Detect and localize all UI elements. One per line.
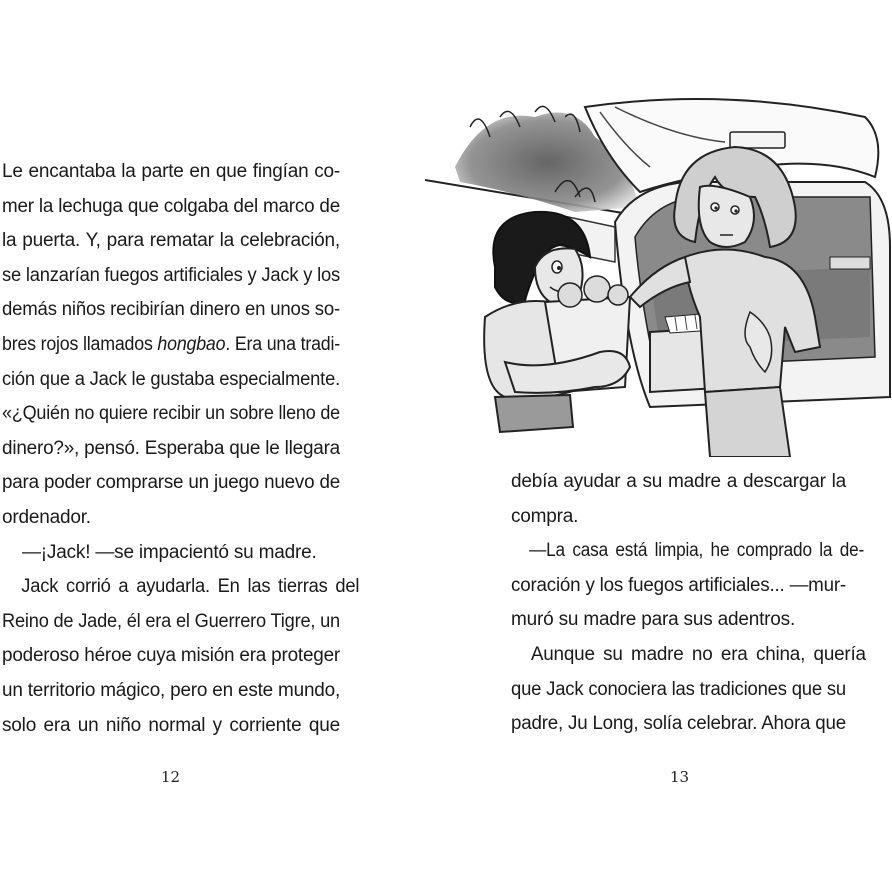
right-page-text: [511, 465, 866, 742]
text-line: que Jack conociera las tradiciones que su: [511, 678, 846, 700]
page-number: 13: [670, 768, 690, 786]
text-line: poderoso héroe cuya misión era proteger: [2, 645, 340, 667]
text-line: [2, 328, 340, 363]
text-line: coración y los fuegos artificiales... —mur-: [511, 574, 846, 596]
text-line: un territorio mágico, pero en este mundo,: [2, 679, 340, 701]
text-line: ción que a Jack le gustaba especialmente.: [2, 368, 340, 390]
text-segment: . Era una tradi-: [225, 333, 340, 355]
text-line: la puerta. Y, para rematar la celebración,: [2, 230, 340, 252]
dialogue-line: —La casa está limpia, he comprado la de-: [529, 540, 865, 562]
text-line: mer la lechuga que colgaba del marco de: [2, 195, 340, 217]
dialogue-line: —¡Jack! —se impacientó su madre.: [22, 541, 317, 563]
text-line: solo era un niño normal y corriente que: [2, 714, 340, 736]
text-line: Le encantaba la parte en que fingían co-: [2, 161, 340, 182]
text-line: debía ayudar a su madre a descargar la: [511, 471, 846, 492]
text-line: ordenador.: [2, 506, 91, 528]
text-line: Aunque su madre no era china, quería: [530, 643, 866, 665]
text-line: para poder comprarse un juego nuevo de: [2, 472, 340, 494]
left-page-text: [2, 155, 360, 743]
text-line: «¿Quién no quiere recibir un sobre lleno de: [2, 403, 340, 425]
text-line: demás niños recibirían dinero en unos so-: [2, 299, 340, 321]
text-line: dinero?», pensó. Esperaba que le llegara: [2, 437, 340, 459]
illustration-boy-and-mother-at-car: [425, 97, 892, 457]
right-page: [446, 0, 892, 892]
text-line: Reino de Jade, él era el Guerrero Tigre, un: [2, 610, 340, 632]
text-line: Jack corrió a ayudarla. En las tierras del: [21, 576, 360, 598]
text-line: padre, Ju Long, solía celebrar. Ahora que: [511, 713, 846, 735]
italic-term-hongbao: hongbao: [157, 333, 226, 355]
text-segment: bres rojos llamados: [2, 333, 158, 355]
text-line: compra.: [511, 505, 579, 527]
text-line: muró su madre para sus adentros.: [511, 609, 796, 631]
page-number: 12: [161, 768, 181, 786]
text-line: se lanzarían fuegos artificiales y Jack y los: [2, 264, 340, 286]
